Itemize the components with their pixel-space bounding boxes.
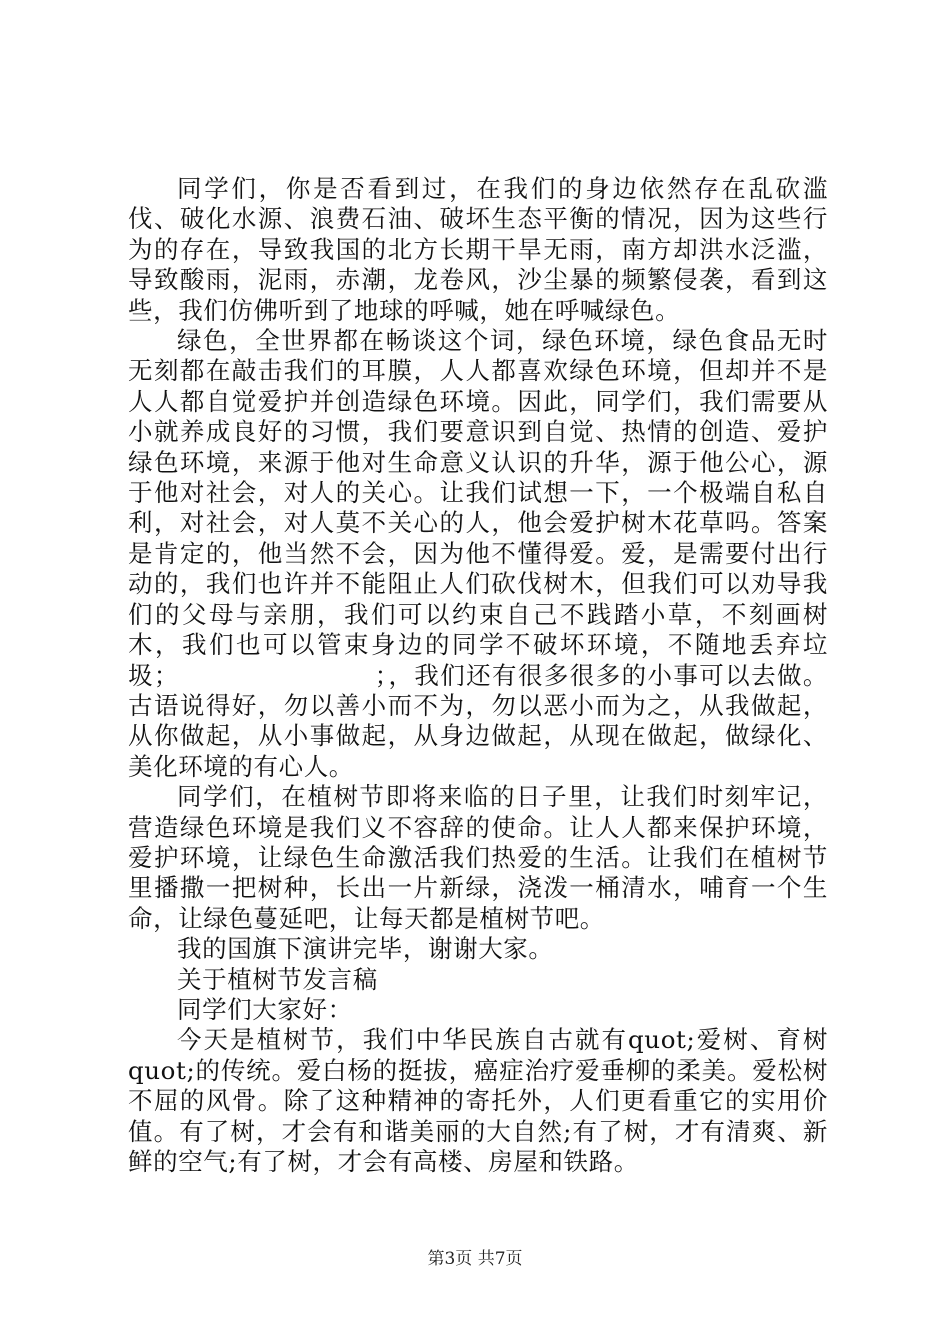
- paragraph: 我的国旗下演讲完毕，谢谢大家。: [177, 934, 554, 964]
- section-heading: 关于植树节发言稿: [177, 964, 378, 994]
- paragraph: 今天是植树节，我们中华民族自古就有quot;爱树、育树quot;的传统。爱白杨的挺拔，癌症治疗爱垂柳的柔美。爱松树不屈的风骨。除了这种精神的寄托外，人们更看重它的实用价值。有了树，才会有和谐美丽的大自然;有了树，才有清爽、新鲜的空气;有了树，才会有高楼、房屋和铁路。: [128, 1025, 828, 1176]
- paragraph: 同学们，在植树节即将来临的日子里，让我们时刻牢记，营造绿色环境是我们义不容辞的使命。让人人都来保护环境，爱护环境，让绿色生命激活我们热爱的生活。让我们在植树节里播撒一把树种，长出一片新绿，浇泼一桶清水，哺育一个生命，让绿色蔓延吧，让每天都是植树节吧。: [128, 782, 828, 933]
- salutation: 同学们大家好：: [177, 994, 353, 1024]
- body-text: [128, 174, 828, 1177]
- paragraph: 绿色，全世界都在畅谈这个词，绿色环境，绿色食品无时无刻都在敲击我们的耳膜，人人都喜欢绿色环境，但却并不是人人都自觉爱护并创造绿色环境。因此，同学们，我们需要从小就养成良好的习惯，我们要意识到自觉、热情的创造、爱护绿色环境，来源于他对生命意义认识的升华，源于他公心，源于他对社会，对人的关心。让我们试想一下，一个极端自私自利，对社会，对人莫不关心的人，他会爱护树木花草吗。答案是肯定的，他当然不会，因为他不懂得爱。爱，是需要付出行动的，我们也许并不能阻止人们砍伐树木，但我们可以劝导我们的父母与亲朋，我们可以约束自己不践踏小草，不刻画树木，我们也可以管束身边的同学不破坏环境，不随地丢弃垃圾； ；，我们还有很多很多的小事可以去做。古语说得好，勿以善小而不为，勿以恶小而为之，从我做起，从你做起，从小事做起，从身边做起，从现在做起，做绿化、美化环境的有心人。: [128, 326, 828, 781]
- page-footer: 第3页 共7页: [427, 1249, 523, 1269]
- paragraph: 同学们，你是否看到过，在我们的身边依然存在乱砍滥伐、破化水源、浪费石油、破坏生态平衡的情况，因为这些行为的存在，导致我国的北方长期干旱无雨，南方却洪水泛滥，导致酸雨，泥雨，赤潮，龙卷风，沙尘暴的频繁侵袭，看到这些，我们仿佛听到了地球的呼喊，她在呼喊绿色。: [128, 174, 828, 325]
